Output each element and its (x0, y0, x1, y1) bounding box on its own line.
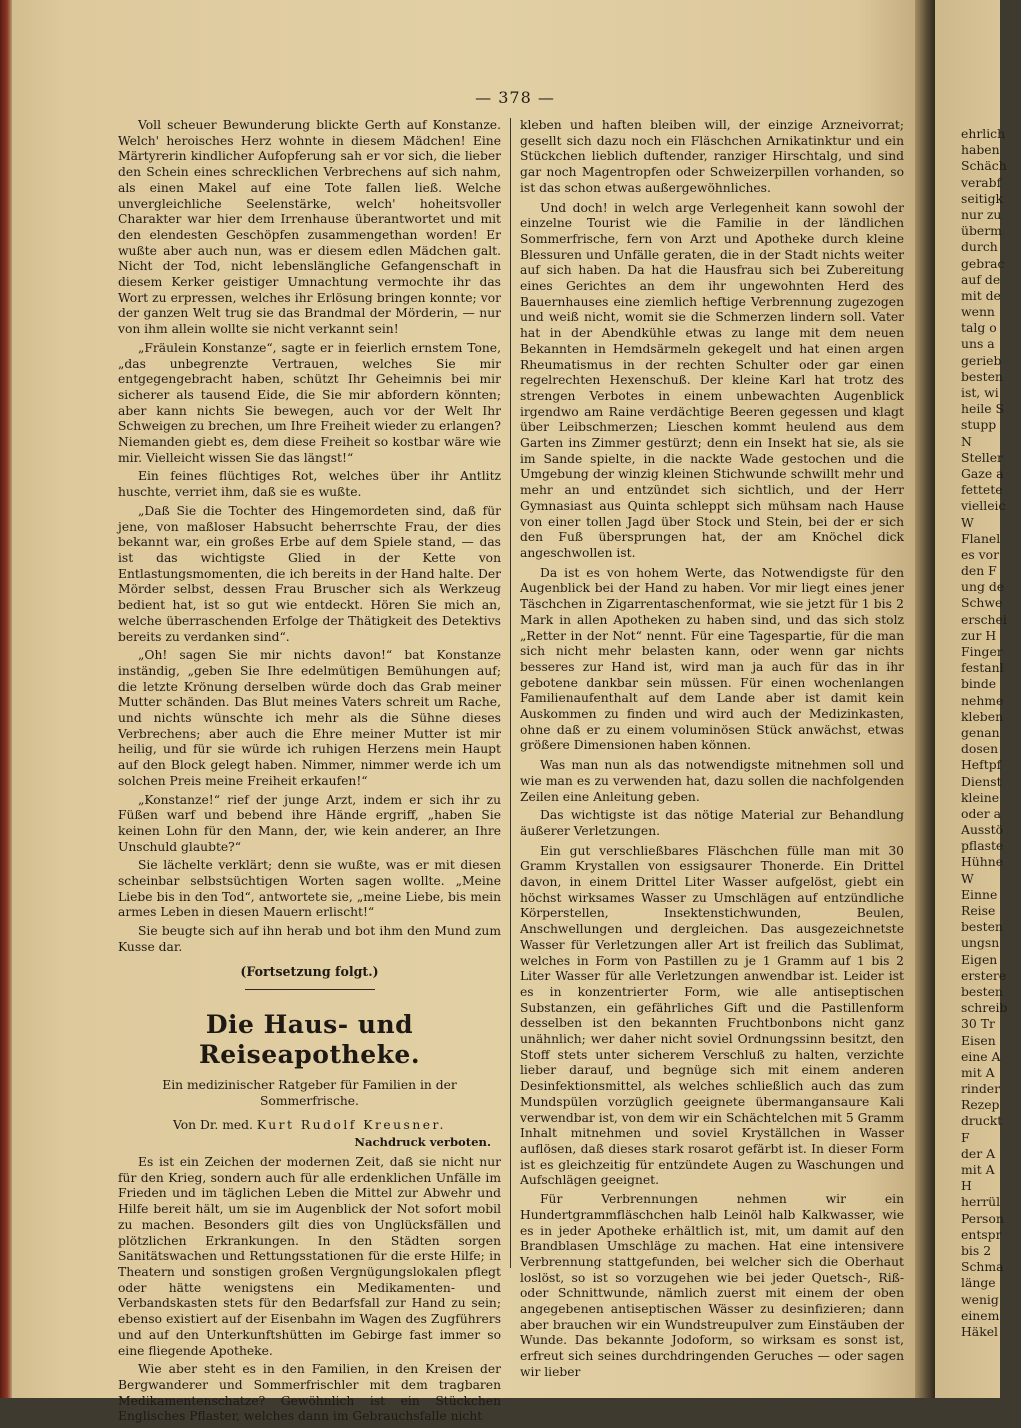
facing-page-line: auf de (961, 271, 1001, 287)
facing-page-line: Ausstö (961, 822, 1004, 838)
facing-page-line: bis 2 (961, 1242, 992, 1258)
facing-page-line: festanl (961, 660, 1004, 676)
facing-page-line: entspr (961, 1226, 1002, 1242)
paragraph: „Fräulein Konstanze“, sagte er in feierlich ernstem Tone, „das unbegrenzte Vertrauen, welches Sie mir entgegengebracht haben, schützt Ihr Geheimnis bei mir sicherer als tausend Eide, die Sie mir abfordern könnten; aber kann nichts Sie bewegen, auch vor der Welt Ihr Schweigen zu brechen, um Ihre Freiheit wieder zu erlangen? Niemanden giebt es, dem diese Freiheit so kostbar wäre wie mir. Vielleicht wissen Sie das längst!“ (118, 340, 502, 465)
author-byline (118, 1118, 501, 1134)
facing-page-line: schreib (961, 1000, 1008, 1016)
facing-page-line: Schwe (961, 595, 1003, 611)
facing-page-line: wenig (961, 1291, 999, 1307)
book-gutter (915, 0, 935, 1398)
facing-page-line: Heftpf (961, 757, 1002, 773)
facing-page-line: es vor (961, 546, 1000, 562)
facing-page-line: besten (961, 919, 1003, 935)
facing-page-line: überm (961, 223, 1002, 239)
paragraph: „Konstanze!“ rief der junge Arzt, indem er sich ihr zu Füßen warf und bebend ihre Hände ergriff, „haben Sie keinen Lohn für den Mann, der, wie kein anderer, an Ihre Unschuld glaubte?“ (118, 792, 501, 854)
facing-page-line: stupp (961, 417, 997, 433)
facing-page-line: nehme (961, 692, 1004, 708)
right-column (520, 118, 904, 1384)
facing-page-line: Einne (961, 886, 998, 902)
page-number: — 378 — (475, 88, 555, 107)
facing-page-line: fettete (961, 482, 1003, 498)
facing-page-line: genan (961, 724, 1000, 740)
continuation-notice: (Fortsetzung folgt.) (240, 963, 379, 979)
column-divider (510, 118, 511, 1268)
facing-page-line: mit de (961, 287, 1001, 303)
facing-page-line: der A (961, 1145, 996, 1161)
article-subtitle: Ein medizinischer Ratgeber für Familien in der Sommerfrische. (162, 1078, 457, 1108)
facing-page-line: nur zu (961, 206, 1002, 222)
facing-page-line: erstere (961, 967, 1007, 983)
facing-page-line: durch (961, 239, 998, 255)
facing-page-line: seitigk (961, 190, 1004, 206)
facing-page-line: H (961, 1178, 972, 1194)
facing-page-line: einem (961, 1307, 1000, 1323)
facing-page-line: ungsn (961, 935, 1000, 951)
book-spine-edge (0, 0, 12, 1398)
paragraph: Wie aber steht es in den Familien, in den Kreisen der Bergwanderer und Sommerfrischler mit dem tragbaren Medikamentenschatze? Gewöhnlich ist ein Stückchen Englisches Pflaster, welches dann im Gebrauchsfalle nicht (118, 1362, 501, 1424)
author-name: Kurt Rudolf Kreusner. (256, 1117, 446, 1132)
facing-page-line: verabf (961, 174, 1002, 190)
facing-page-line: talg o (961, 320, 997, 336)
facing-page-line: Finger (961, 644, 1003, 659)
facing-page-line: besten (961, 983, 1003, 999)
facing-page-line: Dienst (961, 773, 1002, 789)
paragraph: Ein feines flüchtiges Rot, welches über ihr Antlitz huschte, verriet ihm, daß sie es wußte. (118, 469, 501, 500)
paragraph: Ein gut verschließbares Fläschchen fülle man mit 30 Gramm Krystallen von essigsaurer Thonerde. Ein Drittel davon, in einem Drittel Liter Wasser aufgelöst, giebt ein höchst wirksames Wasser zu Umschlägen auf entzündliche Körperstellen, Insektenstichwunden, Beulen, Anschwellungen und dergleichen. Das ausgezeichnetste Wasser für Verletzungen aller Art ist freilich das Sublimat, welches in Form von Pastillen zu je 1 Gramm auf 1 bis 2 Liter Wasser für alle Verletzungen anwendbar ist. Leider ist es in konzentrierter Form, wie alle antiseptischen Substanzen, ein gefährliches Gift und die Pastillenform desselben ist den bekannten Fruchtbonbons nicht ganz unähnlich; wer daher nicht soviel Ordnungssinn besitzt, den Stoff stets unter sicherem Verschluß zu halten, verzichte lieber darauf, und begnüge sich mit einem anderen Desinfektionsmittel, als welches schließlich auch das zum Mundspülen vorzüglich geeignete übermangansaure Kali verwendbar ist, von dem wir ein Schächtelchen mit 5 Gramm Inhalt mitnehmen und soviel Kryställchen in Wasser auflösen, daß dieses stark rosarot gefärbt ist. In dieser Form ist es gleichzeitig für entzündete Augen zu Waschungen und Aufschlägen geeignet. (520, 843, 904, 1188)
paragraph: kleben und haften bleiben will, der einzige Arzneivorrat; gesellt sich dazu noch ein Fläschchen Arnikatinktur und ein Stückchen lieblich duftender, ranziger Hirschtalg, und sind gar noch Magentropfen oder Schweizerpillen vorhanden, so ist das schon etwas außergewöhnliches. (520, 118, 904, 195)
facing-page-line: erschei (961, 611, 1007, 627)
facing-page-line: binde (961, 676, 997, 692)
paragraph: Was man nun als das notwendigste mitnehmen soll und wie man es zu verwenden hat, dazu sollen die nachfolgenden Zeilen eine Anleitung geben. (520, 758, 904, 804)
facing-page-line: Häkel (961, 1323, 998, 1339)
paragraph: Und doch! in welch arge Verlegenheit kann sowohl der einzelne Tourist wie die Familie in der ländlichen Sommerfrische, fern von Arzt und Apotheke durch kleine Blessuren und Unfälle geraten, die in der Stadt nichts weiter auf sich haben. Da hat die Hausfrau sich bei Zubereitung eines Gerichtes an dem ihr ungewohnten Herd des Bauernhauses eine ziemlich heftige Verbrennung zugezogen und weiß nicht, womit sie die Schmerzen lindern soll. Vater hat in der Abendkühle etwas zu lange mit dem neuen Bekannten in Hemdsärmeln gekegelt und hat einen argen Rheumatismus in der rechten Schulter oder gar einen regelrechten Hexenschuß. Der kleine Karl hat trotz des strengen Verbotes in einem unbewachten Augenblick irgendwo am Raine verdächtige Beeren gegessen und klagt über Leibschmerzen; Lieschen kommt heulend aus dem Garten ins Zimmer gestürzt; denn ein Insekt hat sie, als sie im Sande spielte, in die nackte Wade gestochen und die Umgebung der winzig kleinen Stichwunde schwillt mehr und mehr an und entzündet sich sichtlich, und der Herr Gymnasiast aus Quinta schleppt sich mühsam nach Hause von einer tollen Jagd über Stock und Stein, bei der er sich den Fuß übersprungen hat, der am Knöchel dick angeschwollen ist. (520, 200, 904, 560)
facing-page-line: Reise (961, 903, 996, 918)
facing-page-line: Flanel (961, 530, 1001, 546)
facing-page-line: vielleic (961, 498, 1006, 514)
facing-page-line: Eigen (961, 951, 998, 967)
paragraph: Voll scheuer Bewunderung blickte Gerth auf Konstanze. Welch' heroisches Herz wohnte in diesem Mädchen! Eine Märtyrerin kindlicher Aufopferung sah er vor sich, die lieber den Schein eines schrecklichen Verbrechens auf sich nahm, als einen Makel auf eine Tote fallen ließ. Welche unvergleichliche Seelenstärke, welch' hoheitsvoller Charakter war hier dem Irrenhause überantwortet und mit den elendesten Geschöpfen zusammengethan worden! Er wußte aber auch nun, was er diesem edlen Mädchen galt. Nicht der Tod, nicht lebenslängliche Gefangenschaft in diesem Kerker geistiger Umnachtung vermochte ihr das Wort zu erpressen, welches ihr Erlösung bringen konnte; vor der ganzen Welt trug sie das Brandmal der Mörderin, — nur von ihm allein wollte sie nicht verkannt sein! (118, 118, 501, 337)
facing-page-line: pflaste (961, 838, 1004, 854)
paragraph: „Oh! sagen Sie mir nichts davon!“ bat Konstanze inständig, „geben Sie Ihre edelmütigen Bemühungen auf; die letzte Krönung derselben würde doch das Grab meiner Mutter schänden. Das Blut meines Vaters schreit um Rache, und nichts wünschte ich mehr als die Sühne dieses Verbrechens; aber auch die Ehre meiner Mutter ist mir heilig, und für sie würde ich ruhigen Herzens mein Haupt auf den Block gelegt haben. Nimmer, nimmer werde ich um solchen Preis meine Freiheit erkaufen!“ (118, 648, 501, 788)
facing-page-line: Gaze a (961, 465, 1004, 481)
facing-page-line: oder a (961, 805, 1001, 821)
facing-page-text (961, 126, 1021, 1340)
facing-page-line: N (961, 433, 972, 449)
facing-page-line: Rezep (961, 1097, 1000, 1113)
facing-page-line: ung de (961, 579, 1005, 595)
paragraph: Das wichtigste ist das nötige Material zur Behandlung äußerer Verletzungen. (520, 808, 904, 838)
facing-page-line: dosen (961, 741, 999, 757)
byline-prefix: Von Dr. med. (173, 1117, 253, 1132)
facing-page-line: den F (961, 563, 997, 579)
facing-page-line: heile S (961, 401, 1004, 417)
facing-page-line: wenn (961, 304, 995, 320)
facing-page-line: mit A (961, 1162, 995, 1177)
facing-page-line: gebrac (961, 255, 1005, 271)
facing-page-line: druckt (961, 1113, 1003, 1129)
facing-page-line: herrül (961, 1194, 1001, 1210)
facing-page-line: 30 Tr (961, 1016, 995, 1032)
facing-page-line: Eisen (961, 1032, 996, 1048)
facing-page-line: W (961, 514, 974, 530)
paragraph: „Daß Sie die Tochter des Hingemordeten sind, daß für jene, von maßloser Habsucht beherrschte Frau, der dies bekannt war, ein großes Erbe auf dem Spiele stand, — das ist das wichtigste Glied in der Kette von Entlastungsmomenten, die ich bereits in der Hand halte. Der Mörder selbst, dessen Frau Bruscher sich als Werkzeug bedient hat, ist so gut wie entdeckt. Hören Sie mich an, welche überraschenden Erfolge der Thätigkeit des Detektivs bereits zu verdanken sind“. (118, 503, 501, 644)
paragraph: Sie beugte sich auf ihn herab und bot ihm den Mund zum Kusse dar. (118, 924, 501, 954)
facing-page-line: mit A (961, 1064, 995, 1080)
facing-page-line: haben (961, 142, 1000, 158)
facing-page-line: Steller (961, 449, 1003, 465)
facing-page-fragment (935, 0, 1008, 1398)
paragraph: Sie lächelte verklärt; denn sie wußte, was er mit diesen scheinbar selbstsüchtigen Worten sagen wollte. „Meine Liebe bis in den Tod“, antwortete sie, „meine Liebe, bis mein armes Leben in diesen Mauern erlischt!“ (118, 858, 501, 920)
facing-page-line: ehrlich (961, 126, 1006, 141)
facing-page-line: länge (961, 1275, 996, 1291)
facing-page-line: ist, wi (961, 385, 999, 400)
section-divider (245, 989, 375, 990)
article-title: Die Haus- und Reiseapotheke. (198, 1010, 421, 1070)
facing-page-line: Schäch (961, 158, 1007, 174)
facing-page-line: Hühne (961, 854, 1004, 870)
facing-page-line: gerieb (961, 352, 1002, 368)
paragraph: Es ist ein Zeichen der modernen Zeit, daß sie nicht nur für den Krieg, sondern auch für alle erdenklichen Unfälle im Frieden und im täglichen Leben die Mittel zur Abwehr und Hilfe bereit hält, um sie im Augenblick der Not sofort mobil zu machen. Besonders gilt dies von Unglücksfällen und plötzlichen Erkrankungen. In den Städten sorgen Sanitätswachen und Rettungsstationen für die erste Hilfe; in Theatern und sonstigen großen Vergnügungslokalen pflegt oder hätte wenigstens ein Medikamenten- und Verbandskasten stets für den Bedarfsfall zur Hand zu sein; ebenso existiert auf der Eisenbahn im Wagen des Zugführers und auf den Unterkunftshütten im Gebirge fast immer so eine fliegende Apotheke. (118, 1155, 501, 1358)
paragraph: Für Verbrennungen nehmen wir ein Hundertgrammfläschchen halb Leinöl halb Kalkwasser, wie es in jeder Apotheke erhältlich ist, mit, um damit auf den Brandblasen Umschläge zu machen. Hat eine intensivere Verbrennung stattgefunden, bei welcher sich die Oberhaut loslöst, so ist so vorzugehen wie bei jeder Quetsch-, Riß- oder Schnittwunde, nämlich zuerst mit einem der oben angegebenen antiseptischen Wässer zu desinfizieren; dann aber brauchen wir ein Wundstreupulver zum Einstäuben der Wunde. Das bekannte Jodoform, so wirksam es sonst ist, erfreut sich seines durchdringenden Geruches — oder sagen wir lieber (520, 1192, 904, 1379)
facing-page-line: eine A (961, 1048, 1001, 1064)
facing-page-line: W (961, 870, 974, 886)
reprint-notice: Nachdruck verboten. (354, 1135, 491, 1150)
left-column (118, 118, 501, 1428)
facing-page-line: F (961, 1129, 970, 1145)
facing-page-line: Schma (961, 1259, 1004, 1275)
paragraph: Da ist es von hohem Werte, das Notwendigste für den Augenblick bei der Hand zu haben. Vor mir liegt eines jener Täschchen in Zigarrentaschenformat, wie sie jetzt für 1 bis 2 Mark in allen Apotheken zu haben sind, und das sich stolz „Retter in der Not“ nennt. Für eine Tagespartie, für die man sich nicht mehr belasten kann, oder wenn gar nichts besseres zur Hand ist, wird man ja auch für das in ihr gebotene dankbar sein müssen. Für einen wochenlangen Familienaufenthalt auf dem Lande aber ist damit kein Auskommen zu finden und wird auch der Medizinkasten, ohne daß er zu einem voluminösen Stück anwächst, etwas größere Dimensionen haben können. (520, 565, 904, 753)
facing-page-line: kleine (961, 789, 1000, 805)
facing-page-line: Person (961, 1210, 1004, 1226)
facing-page-line: rinder (961, 1081, 1001, 1097)
facing-page-line: zur H (961, 627, 997, 643)
facing-page-line: besten (961, 368, 1003, 384)
facing-page-line: uns a (961, 336, 995, 352)
facing-page-line: kleben (961, 708, 1004, 724)
